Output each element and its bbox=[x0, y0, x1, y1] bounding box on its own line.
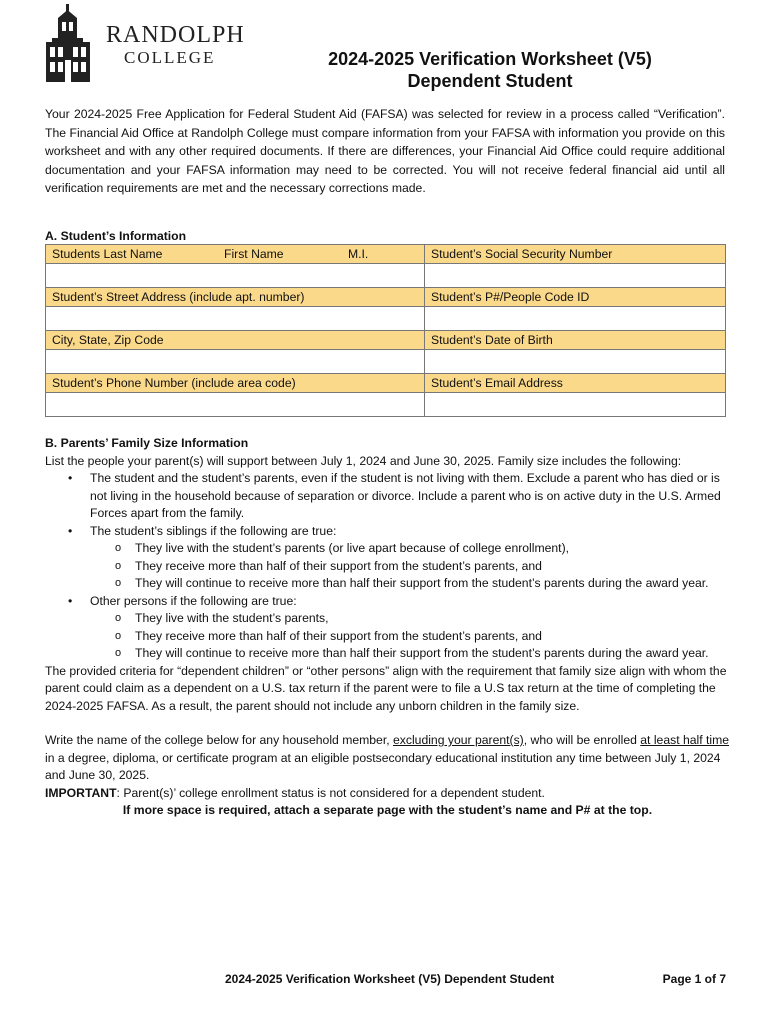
important-label: IMPORTANT bbox=[45, 785, 117, 800]
section-b-title: B. Parents’ Family Size Information bbox=[45, 436, 249, 450]
dob-input-cell[interactable] bbox=[425, 350, 726, 374]
write-text-1: Write the name of the college below for any household member, bbox=[45, 733, 393, 747]
college-logo bbox=[44, 4, 254, 84]
city-input-cell[interactable] bbox=[46, 350, 425, 374]
section-a-title: A. Student’s Information bbox=[45, 229, 187, 243]
bullet-1-text: The student and the student’s parents, even if the student is not living with them. Exclude a parent who has died or is not living in the household because of separation or divorce. Include a parent who is on active duty in the U.S. Armed Forces apart from the family. bbox=[90, 471, 721, 520]
name-header-cell bbox=[46, 245, 425, 264]
list-item: o They receive more than half of their support from the student’s parents, and bbox=[135, 558, 730, 576]
city-label: City, State, Zip Code bbox=[46, 331, 425, 350]
list-item bbox=[90, 470, 730, 523]
write-underline-1: excluding your parent(s) bbox=[393, 733, 524, 747]
footer-title: 2024-2025 Verification Worksheet (V5) Dependent Student bbox=[225, 972, 555, 986]
pnumber-label: Student’s P#/People Code ID bbox=[425, 288, 726, 307]
last-name-label: Students Last Name bbox=[52, 247, 163, 261]
list-item: o They will continue to receive more than half their support from the student’s parents during the award year. bbox=[135, 645, 730, 663]
list-item: o They live with the student’s parents, bbox=[135, 610, 730, 628]
space-note: If more space is required, attach a separate page with the student’s name and P# at the top. bbox=[122, 803, 653, 817]
table-row bbox=[46, 393, 726, 417]
bullet-3-text: Other persons if the following are true: bbox=[90, 593, 297, 608]
list-item bbox=[90, 593, 730, 663]
list-item: o They will continue to receive more than half their support from the student’s parents during the award year. bbox=[135, 575, 730, 593]
mi-label: M.I. bbox=[348, 247, 369, 261]
list-item bbox=[90, 523, 730, 593]
other-persons-sublist bbox=[90, 610, 730, 663]
address-label: Student’s Street Address (include apt. number) bbox=[46, 288, 425, 307]
student-info-table bbox=[45, 244, 726, 417]
table-row bbox=[46, 245, 726, 264]
first-name-label: First Name bbox=[224, 247, 284, 261]
table-row bbox=[46, 264, 726, 288]
write-underline-2: at least half time bbox=[640, 733, 730, 747]
table-row bbox=[46, 288, 726, 307]
logo-subtitle: COLLEGE bbox=[124, 48, 216, 67]
page-number: Page 1 of 7 bbox=[662, 972, 726, 986]
page-title bbox=[270, 48, 710, 92]
list-item: o They live with the student’s parents (or live apart because of college enrollment), bbox=[135, 540, 730, 558]
section-b bbox=[45, 435, 730, 820]
phone-label: Student’s Phone Number (include area code) bbox=[46, 374, 425, 393]
table-row bbox=[46, 350, 726, 374]
list-item: o They receive more than half of their support from the student’s parents, and bbox=[135, 628, 730, 646]
siblings-sublist bbox=[90, 540, 730, 593]
table-row bbox=[46, 374, 726, 393]
ssn-input-cell[interactable] bbox=[425, 264, 726, 288]
section-b-lead: List the people your parent(s) will support between July 1, 2024 and June 30, 2025. Family size includes the following: bbox=[45, 453, 682, 468]
title-line-1: 2024-2025 Verification Worksheet (V5) bbox=[328, 49, 652, 69]
address-input-cell[interactable] bbox=[46, 307, 425, 331]
building-tower-icon bbox=[44, 4, 104, 84]
table-row bbox=[46, 331, 726, 350]
email-label: Student’s Email Address bbox=[425, 374, 726, 393]
pnumber-input-cell[interactable] bbox=[425, 307, 726, 331]
name-input-cell[interactable] bbox=[46, 264, 425, 288]
intro-paragraph: Your 2024-2025 Free Application for Federal Student Aid (FAFSA) was selected for review in a process called “Verification”. The Financial Aid Office at Randolph College must compare information from your FAFSA with information you provide on this worksheet and with any other required documents. If there are differences, your Financial Aid Office could require additional documentation and your FAFSA information may need to be corrected. You will not receive federal financial aid until all verification requirements are met and the necessary corrections made. bbox=[45, 107, 725, 196]
important-text: : Parent(s)’ college enrollment status is not considered for a dependent student. bbox=[116, 785, 545, 800]
phone-input-cell[interactable] bbox=[46, 393, 425, 417]
logo-name: RANDOLPH bbox=[106, 22, 245, 48]
title-line-2: Dependent Student bbox=[407, 71, 573, 91]
ssn-label: Student’s Social Security Number bbox=[425, 245, 726, 264]
write-text-2: , who will be enrolled bbox=[523, 733, 641, 747]
bullet-2-text: The student’s siblings if the following are true: bbox=[90, 523, 337, 538]
important-paragraph bbox=[45, 785, 730, 803]
table-row bbox=[46, 307, 726, 331]
family-size-list bbox=[45, 470, 730, 663]
dob-label: Student’s Date of Birth bbox=[425, 331, 726, 350]
college-enrollment-paragraph bbox=[45, 732, 730, 785]
write-text-3: in a degree, diploma, or certificate program at an eligible postsecondary educational institution any time between July 1, 2024 and June 30, 2025. bbox=[45, 750, 721, 782]
email-input-cell[interactable] bbox=[425, 393, 726, 417]
criteria-paragraph: The provided criteria for “dependent children” or “other persons” align with the requirement that family size align with whom the parent could claim as a dependent on a U.S. tax return if the parent were to file a U.S tax return at the time of completing the 2024-2025 FAFSA. As a result, the parent should not include any unborn children in the family size. bbox=[45, 663, 727, 713]
